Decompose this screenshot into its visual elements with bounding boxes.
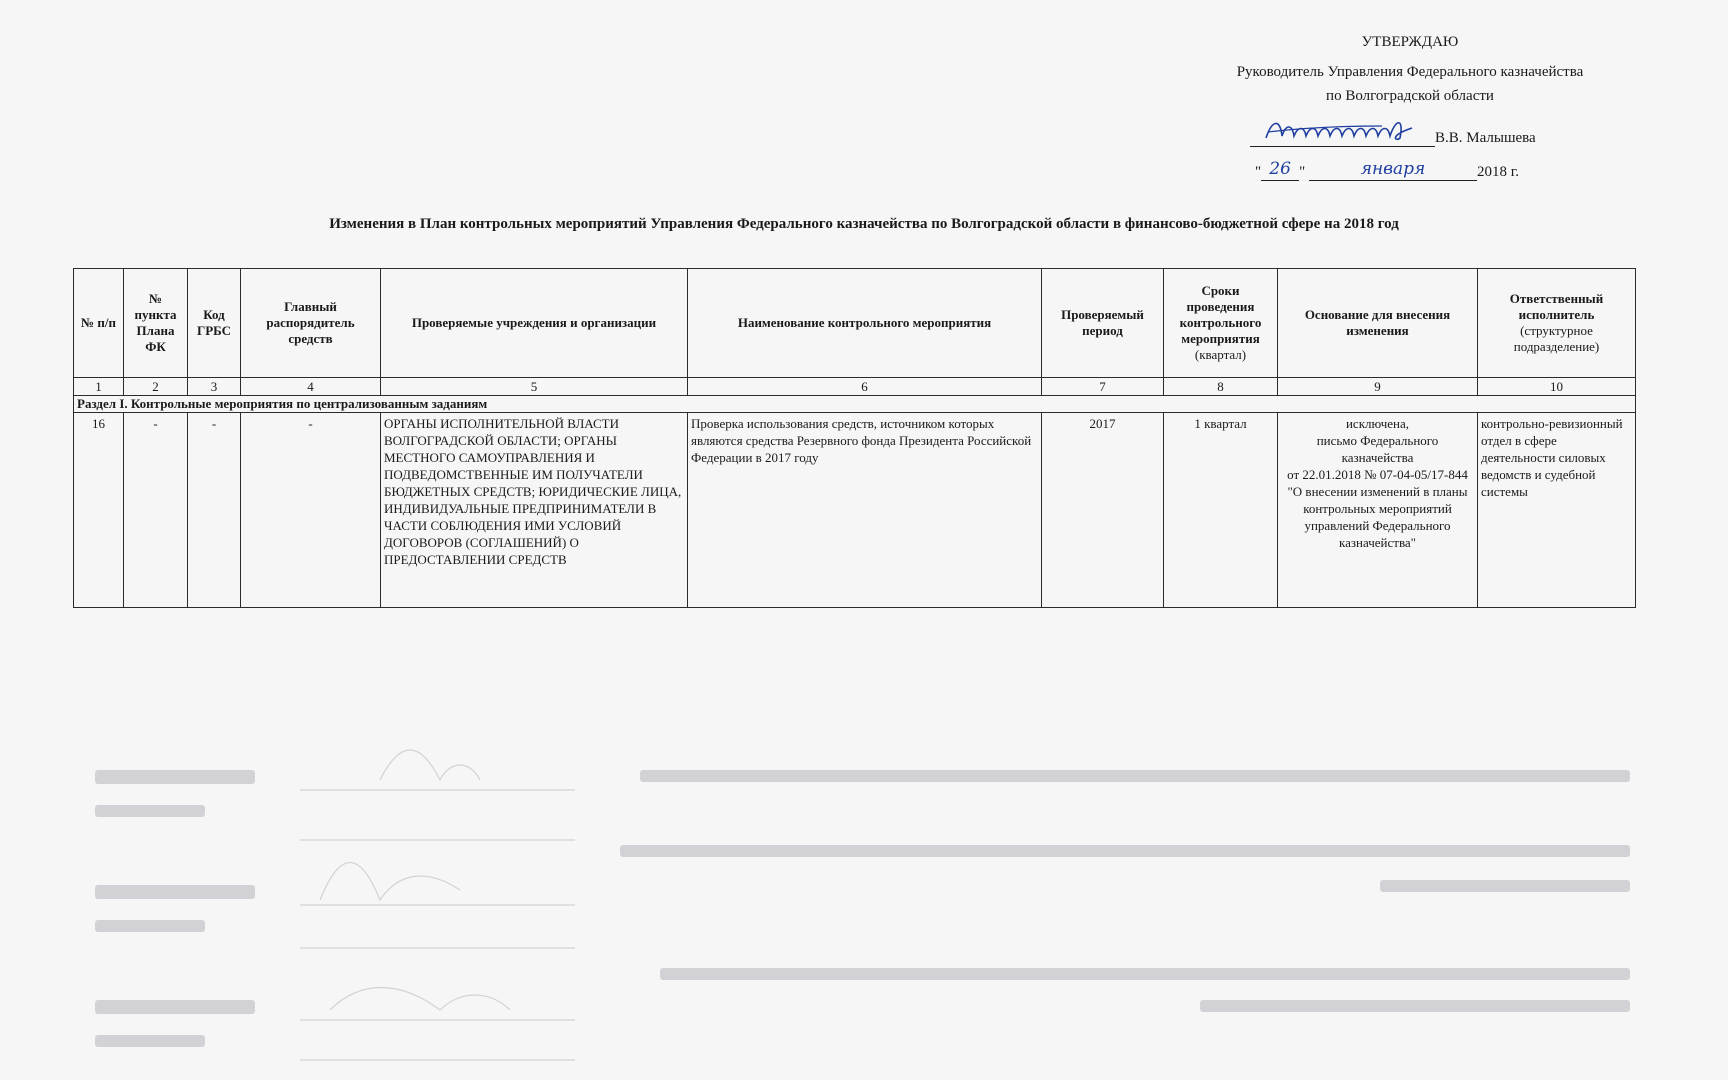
col-number: 10 xyxy=(1478,378,1636,396)
signature-line xyxy=(1250,128,1670,147)
col-number: 3 xyxy=(188,378,241,396)
header-terms xyxy=(1164,269,1278,378)
header-terms-note: (квартал) xyxy=(1194,347,1247,362)
signature-blank xyxy=(1250,128,1435,147)
header-plan-item: № пункта Плана ФК xyxy=(124,269,188,378)
date-year: 2018 г. xyxy=(1477,164,1519,180)
approval-position-line2: по Волгоградской области xyxy=(1326,88,1494,104)
section-row xyxy=(74,396,1636,413)
changes-table xyxy=(73,268,1636,608)
header-main-manager: Главный распорядитель средств xyxy=(241,269,381,378)
col-number: 7 xyxy=(1042,378,1164,396)
cell-period: 2017 xyxy=(1042,413,1164,608)
cell-plan-item: - xyxy=(124,413,188,608)
col-number: 5 xyxy=(381,378,688,396)
cell-basis: исключена, письмо Федерального казначейства от 22.01.2018 № 07-04-05/17-844 "О внесении изменений в планы контрольных мероприятий управлений Федерального казначейства" xyxy=(1278,413,1478,608)
col-number: 4 xyxy=(241,378,381,396)
header-terms-text: Сроки проведения контрольного мероприятия xyxy=(1179,283,1262,346)
header-responsible xyxy=(1478,269,1636,378)
handwritten-signature-icon xyxy=(1262,114,1432,144)
table-row xyxy=(74,413,1636,608)
column-number-row xyxy=(74,378,1636,396)
date-day: 26 xyxy=(1261,162,1299,181)
header-responsible-text: Ответственный исполнитель xyxy=(1509,291,1604,322)
header-grbs-code: Код ГРБС xyxy=(188,269,241,378)
date-month: января xyxy=(1309,162,1477,181)
signer-name: В.В. Малышева xyxy=(1435,130,1536,146)
document-title: Изменения в План контрольных мероприятий Управления Федерального казначейства по Волгоградской области в финансово-бюджетной сфере на 2018 год xyxy=(329,216,1399,232)
cell-main-manager: - xyxy=(241,413,381,608)
cell-num: 16 xyxy=(74,413,124,608)
approval-date: " 26 " января 2018 г. xyxy=(1255,159,1519,180)
header-event-name: Наименование контрольного мероприятия xyxy=(688,269,1042,378)
show-through-marks xyxy=(0,720,1728,1080)
col-number: 1 xyxy=(74,378,124,396)
approval-heading: УТВЕРЖДАЮ xyxy=(1361,34,1459,50)
cell-terms: 1 квартал xyxy=(1164,413,1278,608)
section-title: Раздел I. Контрольные мероприятия по централизованным заданиям xyxy=(74,396,1636,413)
col-number: 8 xyxy=(1164,378,1278,396)
header-audited: Проверяемые учреждения и организации xyxy=(381,269,688,378)
cell-grbs-code: - xyxy=(188,413,241,608)
col-number: 2 xyxy=(124,378,188,396)
approval-block xyxy=(1180,30,1640,108)
header-num: № п/п xyxy=(74,269,124,378)
header-basis: Основание для внесения изменения xyxy=(1278,269,1478,378)
header-period: Проверяемый период xyxy=(1042,269,1164,378)
cell-audited: ОРГАНЫ ИСПОЛНИТЕЛЬНОЙ ВЛАСТИ ВОЛГОГРАДСКОЙ ОБЛАСТИ; ОРГАНЫ МЕСТНОГО САМОУПРАВЛЕНИЯ И ПОДВЕДОМСТВЕННЫЕ ИМ ПОЛУЧАТЕЛИ БЮДЖЕТНЫХ СРЕДСТВ; ЮРИДИЧЕСКИЕ ЛИЦА, ИНДИВИДУАЛЬНЫЕ ПРЕДПРИНИМАТЕЛИ В ЧАСТИ СОБЛЮДЕНИЯ ИМИ УСЛОВИЙ ДОГОВОРОВ (СОГЛАШЕНИЙ) О ПРЕДОСТАВЛЕНИИ СРЕДСТВ xyxy=(381,413,688,608)
approval-position-line1: Руководитель Управления Федерального казначейства xyxy=(1236,64,1584,80)
col-number: 6 xyxy=(688,378,1042,396)
cell-event-name: Проверка использования средств, источником которых являются средства Резервного фонда Президента Российской Федерации в 2017 году xyxy=(688,413,1042,608)
cell-responsible: контрольно-ревизионный отдел в сфере деятельности силовых ведомств и судебной системы xyxy=(1478,413,1636,608)
col-number: 9 xyxy=(1278,378,1478,396)
table-header-row xyxy=(74,269,1636,378)
header-responsible-note: (структурное подразделение) xyxy=(1513,323,1600,354)
